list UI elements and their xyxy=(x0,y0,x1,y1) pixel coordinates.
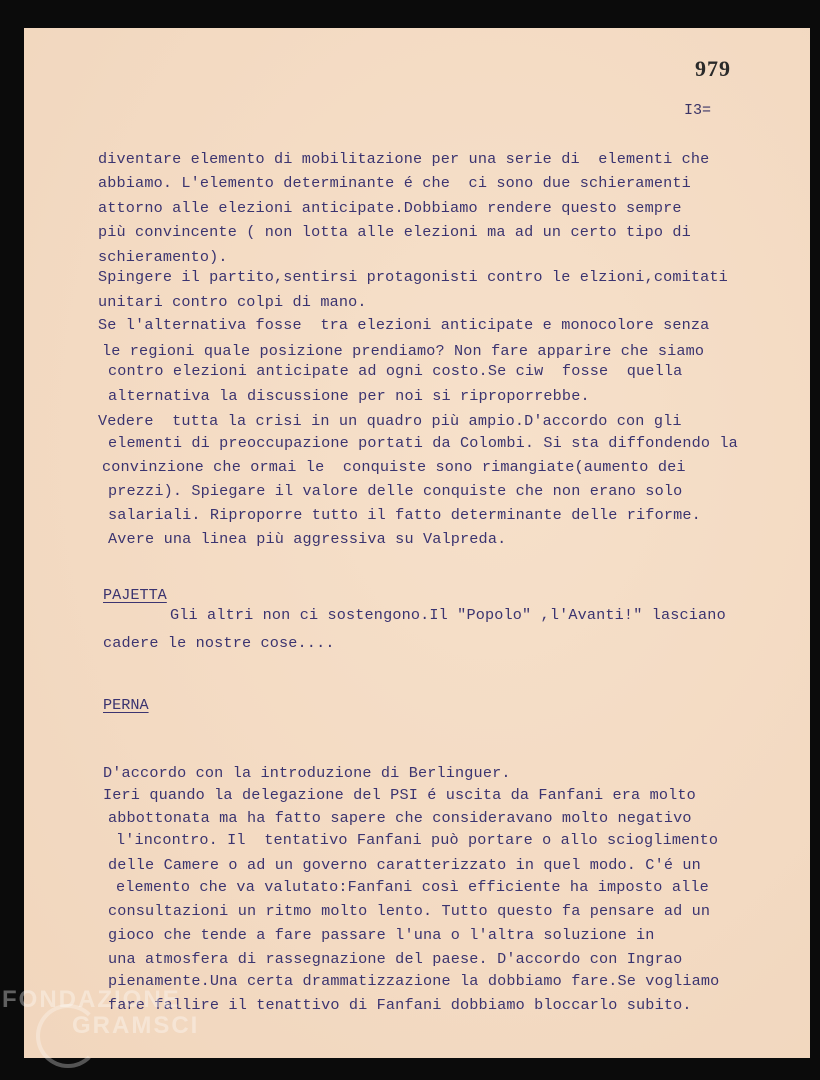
text-line: delle Camere o ad un governo caratterizzato in quel modo. C'é un xyxy=(108,856,701,874)
text-line: schieramento). xyxy=(98,248,228,266)
text-line: alternativa la discussione per noi si riproporrebbe. xyxy=(108,387,590,405)
text-line: una atmosfera di rassegnazione del paese. D'accordo con Ingrao xyxy=(108,950,683,968)
text-line: pienamente.Una certa drammatizzazione la dobbiamo fare.Se vogliamo xyxy=(108,972,720,990)
text-line: Avere una linea più aggressiva su Valpreda. xyxy=(108,530,507,548)
text-line: convinzione che ormai le conquiste sono rimangiate(aumento dei xyxy=(102,458,686,476)
text-line: attorno alle elezioni anticipate.Dobbiamo rendere questo sempre xyxy=(98,199,682,217)
text-line: Se l'alternativa fosse tra elezioni anticipate e monocolore senza xyxy=(98,316,710,334)
text-line: l'incontro. Il tentativo Fanfani può portare o allo scioglimento xyxy=(116,831,719,849)
text-line: D'accordo con la introduzione di Berlinguer. xyxy=(103,764,511,782)
text-line: contro elezioni anticipate ad ogni costo.Se ciw fosse quella xyxy=(108,362,683,380)
sheet-number: I3= xyxy=(684,102,712,119)
text-line: abbiamo. L'elemento determinante é che ci sono due schieramenti xyxy=(98,174,691,192)
text-line: cadere le nostre cose.... xyxy=(103,634,335,652)
text-line: elemento che va valutato:Fanfani così efficiente ha imposto alle xyxy=(116,878,709,896)
text-line: Gli altri non ci sostengono.Il "Popolo" ,l'Avanti!" lasciano xyxy=(170,606,726,624)
text-line: fare fallire il tenattivo di Fanfani dobbiamo bloccarlo subito. xyxy=(108,996,692,1014)
text-line: abbottonata ma ha fatto sapere che consideravano molto negativo xyxy=(108,809,692,827)
speaker-heading: PAJETTA xyxy=(103,586,167,604)
text-line: consultazioni un ritmo molto lento. Tutto questo fa pensare ad un xyxy=(108,902,711,920)
text-line: salariali. Riproporre tutto il fatto determinante delle riforme. xyxy=(108,506,701,524)
text-line: gioco che tende a fare passare l'una o l'altra soluzione in xyxy=(108,926,655,944)
text-line: più convincente ( non lotta alle elezioni ma ad un certo tipo di xyxy=(98,223,691,241)
text-line: prezzi). Spiegare il valore delle conquiste che non erano solo xyxy=(108,482,683,500)
speaker-heading: PERNA xyxy=(103,696,149,714)
text-line: elementi di preoccupazione portati da Colombi. Si sta diffondendo la xyxy=(108,434,738,452)
text-line: diventare elemento di mobilitazione per una serie di elementi che xyxy=(98,150,710,168)
text-line: le regioni quale posizione prendiamo? Non fare apparire che siamo xyxy=(102,342,705,360)
text-line: Ieri quando la delegazione del PSI é uscita da Fanfani era molto xyxy=(103,786,696,804)
text-line: unitari contro colpi di mano. xyxy=(98,293,367,311)
text-line: Vedere tutta la crisi in un quadro più ampio.D'accordo con gli xyxy=(98,412,682,430)
page-number: 979 xyxy=(695,56,731,81)
text-line: Spingere il partito,sentirsi protagonisti contro le elzioni,comitati xyxy=(98,268,728,286)
